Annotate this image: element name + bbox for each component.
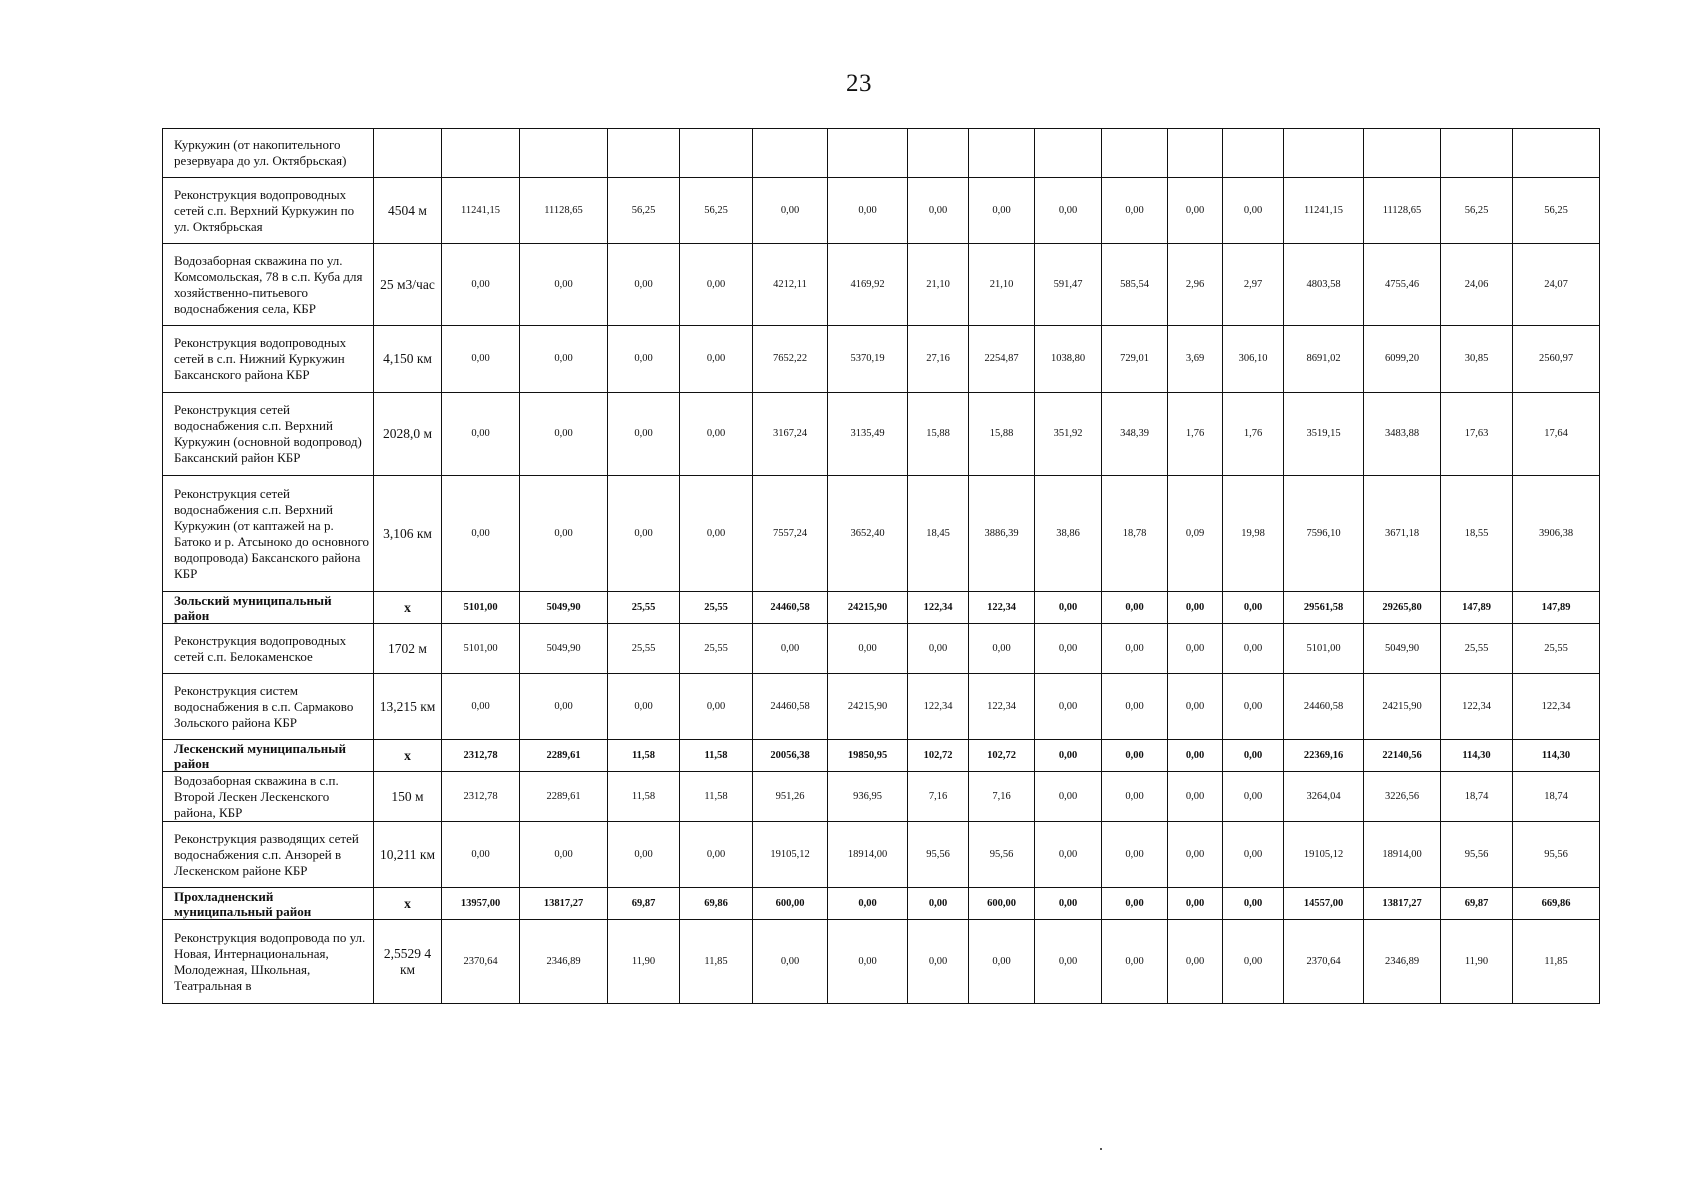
- value-cell: 25,55: [608, 624, 680, 674]
- value-cell: 25,55: [608, 592, 680, 624]
- value-cell: [442, 129, 520, 178]
- value-cell: 24460,58: [753, 592, 828, 624]
- table-row: [163, 674, 1600, 740]
- value-cell: 18,45: [908, 476, 969, 592]
- value-cell: 18,78: [1102, 476, 1168, 592]
- value-cell: 95,56: [908, 822, 969, 888]
- value-cell: 0,00: [520, 476, 608, 592]
- object-name-cell: Реконструкция водопроводных сетей с.п. Верхний Куркужин по ул. Октябрьская: [163, 178, 374, 244]
- value-cell: 3226,56: [1364, 772, 1441, 822]
- value-cell: 0,00: [680, 822, 753, 888]
- value-cell: 19105,12: [1284, 822, 1364, 888]
- table-row: [163, 592, 1600, 624]
- value-cell: 22369,16: [1284, 740, 1364, 772]
- value-cell: 351,92: [1035, 393, 1102, 476]
- value-cell: 25,55: [1441, 624, 1513, 674]
- value-cell: 0,00: [753, 178, 828, 244]
- value-cell: 2560,97: [1513, 326, 1600, 393]
- value-cell: 0,00: [1102, 888, 1168, 920]
- value-cell: 0,00: [442, 674, 520, 740]
- value-cell: 15,88: [908, 393, 969, 476]
- value-cell: [1513, 129, 1600, 178]
- value-cell: 0,00: [442, 822, 520, 888]
- value-cell: 0,00: [969, 624, 1035, 674]
- value-cell: 102,72: [969, 740, 1035, 772]
- object-name-cell: Водозаборная скважина в с.п. Второй Лескен Лескенского района, КБР: [163, 772, 374, 822]
- value-cell: 17,63: [1441, 393, 1513, 476]
- value-cell: 0,00: [1102, 178, 1168, 244]
- value-cell: 5370,19: [828, 326, 908, 393]
- value-cell: [520, 129, 608, 178]
- value-cell: 122,34: [1441, 674, 1513, 740]
- value-cell: 2,97: [1223, 244, 1284, 326]
- value-cell: 0,00: [1102, 674, 1168, 740]
- value-cell: 0,00: [828, 624, 908, 674]
- value-cell: 4755,46: [1364, 244, 1441, 326]
- table-row: [163, 740, 1600, 772]
- value-cell: 11241,15: [1284, 178, 1364, 244]
- value-cell: 0,00: [828, 178, 908, 244]
- value-cell: 0,00: [608, 674, 680, 740]
- capacity-cell: х: [374, 888, 442, 920]
- value-cell: 951,26: [753, 772, 828, 822]
- value-cell: 3652,40: [828, 476, 908, 592]
- value-cell: 0,00: [608, 393, 680, 476]
- value-cell: 3135,49: [828, 393, 908, 476]
- value-cell: 0,00: [828, 920, 908, 1004]
- table-row: [163, 178, 1600, 244]
- value-cell: 25,55: [1513, 624, 1600, 674]
- value-cell: 0,00: [1223, 920, 1284, 1004]
- value-cell: 936,95: [828, 772, 908, 822]
- value-cell: 4212,11: [753, 244, 828, 326]
- value-cell: 306,10: [1223, 326, 1284, 393]
- value-cell: 0,00: [1223, 888, 1284, 920]
- value-cell: 19105,12: [753, 822, 828, 888]
- value-cell: 0,00: [1223, 822, 1284, 888]
- value-cell: 30,85: [1441, 326, 1513, 393]
- value-cell: 4803,58: [1284, 244, 1364, 326]
- value-cell: 0,00: [1168, 772, 1223, 822]
- value-cell: 24215,90: [828, 674, 908, 740]
- value-cell: [680, 129, 753, 178]
- value-cell: 56,25: [680, 178, 753, 244]
- value-cell: 3671,18: [1364, 476, 1441, 592]
- value-cell: 0,00: [1168, 822, 1223, 888]
- value-cell: 0,00: [1223, 178, 1284, 244]
- value-cell: 24215,90: [828, 592, 908, 624]
- object-name-cell: Прохладненский муниципальный район: [163, 888, 374, 920]
- value-cell: 11,90: [1441, 920, 1513, 1004]
- value-cell: 2289,61: [520, 772, 608, 822]
- value-cell: 0,00: [1102, 624, 1168, 674]
- object-name-cell: Водозаборная скважина по ул. Комсомольская, 78 в с.п. Куба для хозяйственно-питьевого водоснабжения села, КБР: [163, 244, 374, 326]
- capacity-cell: 13,215 км: [374, 674, 442, 740]
- value-cell: 3906,38: [1513, 476, 1600, 592]
- value-cell: 69,87: [608, 888, 680, 920]
- value-cell: 18914,00: [828, 822, 908, 888]
- value-cell: 22140,56: [1364, 740, 1441, 772]
- value-cell: 0,00: [1035, 592, 1102, 624]
- value-cell: 24,06: [1441, 244, 1513, 326]
- value-cell: 0,00: [608, 822, 680, 888]
- value-cell: 69,86: [680, 888, 753, 920]
- value-cell: 0,00: [520, 244, 608, 326]
- value-cell: [1223, 129, 1284, 178]
- capacity-cell: 2,5529 4 км: [374, 920, 442, 1004]
- object-name-cell: Зольский муниципальный район: [163, 592, 374, 624]
- value-cell: 3483,88: [1364, 393, 1441, 476]
- value-cell: 3264,04: [1284, 772, 1364, 822]
- value-cell: 6099,20: [1364, 326, 1441, 393]
- value-cell: 0,00: [1102, 592, 1168, 624]
- value-cell: 3886,39: [969, 476, 1035, 592]
- value-cell: 0,00: [1102, 772, 1168, 822]
- value-cell: 2346,89: [1364, 920, 1441, 1004]
- value-cell: 0,00: [1035, 178, 1102, 244]
- value-cell: 0,00: [1168, 888, 1223, 920]
- value-cell: 19850,95: [828, 740, 908, 772]
- value-cell: 669,86: [1513, 888, 1600, 920]
- table-row: [163, 772, 1600, 822]
- value-cell: 5101,00: [1284, 624, 1364, 674]
- value-cell: 0,00: [442, 244, 520, 326]
- table-row: [163, 129, 1600, 178]
- value-cell: 0,00: [753, 920, 828, 1004]
- value-cell: [828, 129, 908, 178]
- value-cell: [969, 129, 1035, 178]
- value-cell: 0,00: [1035, 888, 1102, 920]
- value-cell: 2370,64: [442, 920, 520, 1004]
- value-cell: 0,00: [1102, 740, 1168, 772]
- value-cell: 7652,22: [753, 326, 828, 393]
- capacity-cell: 4504 м: [374, 178, 442, 244]
- value-cell: 0,00: [969, 178, 1035, 244]
- value-cell: [608, 129, 680, 178]
- value-cell: 11241,15: [442, 178, 520, 244]
- value-cell: 11,58: [680, 772, 753, 822]
- object-name-cell: Реконструкция сетей водоснабжения с.п. Верхний Куркужин (от каптажей на р. Батоко и р. Атсыноко до основного водопровода) Баксанского района КБР: [163, 476, 374, 592]
- value-cell: 0,00: [1102, 920, 1168, 1004]
- value-cell: 591,47: [1035, 244, 1102, 326]
- value-cell: 24460,58: [1284, 674, 1364, 740]
- value-cell: 18,55: [1441, 476, 1513, 592]
- value-cell: 122,34: [908, 674, 969, 740]
- value-cell: 18,74: [1513, 772, 1600, 822]
- value-cell: 2346,89: [520, 920, 608, 1004]
- value-cell: 27,16: [908, 326, 969, 393]
- value-cell: 17,64: [1513, 393, 1600, 476]
- value-cell: [1035, 129, 1102, 178]
- value-cell: 0,00: [1035, 772, 1102, 822]
- value-cell: 0,00: [1223, 674, 1284, 740]
- object-name-cell: Лескенский муниципальный район: [163, 740, 374, 772]
- value-cell: 122,34: [969, 592, 1035, 624]
- value-cell: 11128,65: [1364, 178, 1441, 244]
- value-cell: 1,76: [1168, 393, 1223, 476]
- value-cell: 21,10: [908, 244, 969, 326]
- value-cell: 3519,15: [1284, 393, 1364, 476]
- value-cell: 0,00: [1223, 772, 1284, 822]
- value-cell: 0,00: [1035, 822, 1102, 888]
- value-cell: [1284, 129, 1364, 178]
- capacity-cell: 10,211 км: [374, 822, 442, 888]
- value-cell: 25,55: [680, 624, 753, 674]
- value-cell: 0,00: [1223, 740, 1284, 772]
- table-row: [163, 476, 1600, 592]
- value-cell: 11,58: [680, 740, 753, 772]
- value-cell: 600,00: [753, 888, 828, 920]
- value-cell: 24,07: [1513, 244, 1600, 326]
- capacity-cell: х: [374, 740, 442, 772]
- value-cell: 7557,24: [753, 476, 828, 592]
- value-cell: 11,85: [680, 920, 753, 1004]
- value-cell: 0,00: [753, 624, 828, 674]
- object-name-cell: Реконструкция разводящих сетей водоснабжения с.п. Анзорей в Лескенском районе КБР: [163, 822, 374, 888]
- value-cell: 2254,87: [969, 326, 1035, 393]
- value-cell: 0,00: [1223, 624, 1284, 674]
- value-cell: 11,58: [608, 772, 680, 822]
- value-cell: [1168, 129, 1223, 178]
- value-cell: 56,25: [608, 178, 680, 244]
- value-cell: 114,30: [1441, 740, 1513, 772]
- value-cell: 95,56: [969, 822, 1035, 888]
- value-cell: 20056,38: [753, 740, 828, 772]
- value-cell: 11,85: [1513, 920, 1600, 1004]
- value-cell: 600,00: [969, 888, 1035, 920]
- value-cell: 0,00: [1168, 920, 1223, 1004]
- value-cell: 95,56: [1441, 822, 1513, 888]
- value-cell: 1038,80: [1035, 326, 1102, 393]
- value-cell: [1364, 129, 1441, 178]
- value-cell: 0,00: [1035, 674, 1102, 740]
- value-cell: 25,55: [680, 592, 753, 624]
- value-cell: 4169,92: [828, 244, 908, 326]
- value-cell: 114,30: [1513, 740, 1600, 772]
- capacity-cell: 150 м: [374, 772, 442, 822]
- value-cell: 13817,27: [1364, 888, 1441, 920]
- value-cell: 2312,78: [442, 772, 520, 822]
- value-cell: [1102, 129, 1168, 178]
- value-cell: 0,00: [520, 393, 608, 476]
- value-cell: 729,01: [1102, 326, 1168, 393]
- value-cell: 69,87: [1441, 888, 1513, 920]
- value-cell: [908, 129, 969, 178]
- value-cell: 0,00: [908, 920, 969, 1004]
- value-cell: 0,00: [1168, 178, 1223, 244]
- value-cell: 7596,10: [1284, 476, 1364, 592]
- value-cell: 11,58: [608, 740, 680, 772]
- value-cell: 3167,24: [753, 393, 828, 476]
- value-cell: 2289,61: [520, 740, 608, 772]
- value-cell: 13817,27: [520, 888, 608, 920]
- object-name-cell: Реконструкция сетей водоснабжения с.п. Верхний Куркужин (основной водопровод) Баксанский район КБР: [163, 393, 374, 476]
- value-cell: 19,98: [1223, 476, 1284, 592]
- capacity-cell: 1702 м: [374, 624, 442, 674]
- value-cell: 0,00: [1168, 624, 1223, 674]
- value-cell: 0,00: [520, 326, 608, 393]
- value-cell: 24215,90: [1364, 674, 1441, 740]
- value-cell: 0,00: [608, 476, 680, 592]
- value-cell: 0,00: [1035, 740, 1102, 772]
- value-cell: 38,86: [1035, 476, 1102, 592]
- capacity-cell: 25 м3/час: [374, 244, 442, 326]
- value-cell: 102,72: [908, 740, 969, 772]
- value-cell: 0,00: [442, 393, 520, 476]
- value-cell: 0,00: [828, 888, 908, 920]
- capacity-cell: 3,106 км: [374, 476, 442, 592]
- value-cell: 0,00: [1102, 822, 1168, 888]
- table-row: [163, 822, 1600, 888]
- value-cell: 0,00: [680, 393, 753, 476]
- capacity-cell: х: [374, 592, 442, 624]
- value-cell: 0,00: [1223, 592, 1284, 624]
- capacity-cell: [374, 129, 442, 178]
- value-cell: 0,00: [1168, 592, 1223, 624]
- value-cell: 147,89: [1441, 592, 1513, 624]
- table-row: [163, 888, 1600, 920]
- value-cell: 29561,58: [1284, 592, 1364, 624]
- value-cell: 0,00: [680, 244, 753, 326]
- value-cell: 5049,90: [1364, 624, 1441, 674]
- value-cell: 0,00: [680, 326, 753, 393]
- value-cell: 147,89: [1513, 592, 1600, 624]
- value-cell: 0,00: [442, 476, 520, 592]
- capacity-cell: 2028,0 м: [374, 393, 442, 476]
- value-cell: 5101,00: [442, 592, 520, 624]
- value-cell: 585,54: [1102, 244, 1168, 326]
- value-cell: 13957,00: [442, 888, 520, 920]
- page-number: 23: [846, 70, 872, 97]
- value-cell: 56,25: [1441, 178, 1513, 244]
- object-name-cell: Реконструкция водопроводных сетей в с.п. Нижний Куркужин Баксанского района КБР: [163, 326, 374, 393]
- value-cell: 15,88: [969, 393, 1035, 476]
- value-cell: [1441, 129, 1513, 178]
- capacity-cell: 4,150 км: [374, 326, 442, 393]
- scan-speck: [1100, 1148, 1102, 1150]
- object-name-cell: Реконструкция водопровода по ул. Новая, Интернациональная, Молодежная, Школьная, Театральная в: [163, 920, 374, 1004]
- value-cell: [753, 129, 828, 178]
- object-name-cell: Реконструкция систем водоснабжения в с.п. Сармаково Зольского района КБР: [163, 674, 374, 740]
- value-cell: 95,56: [1513, 822, 1600, 888]
- value-cell: 3,69: [1168, 326, 1223, 393]
- value-cell: 0,00: [520, 822, 608, 888]
- object-name-cell: Реконструкция водопроводных сетей с.п. Белокаменское: [163, 624, 374, 674]
- value-cell: 348,39: [1102, 393, 1168, 476]
- table-row: [163, 920, 1600, 1004]
- value-cell: 7,16: [908, 772, 969, 822]
- value-cell: 0,00: [680, 674, 753, 740]
- value-cell: 0,00: [1035, 920, 1102, 1004]
- value-cell: 0,00: [1168, 740, 1223, 772]
- value-cell: 0,00: [969, 920, 1035, 1004]
- investment-table: [162, 128, 1600, 1004]
- value-cell: 11,90: [608, 920, 680, 1004]
- value-cell: 21,10: [969, 244, 1035, 326]
- value-cell: 0,00: [908, 624, 969, 674]
- value-cell: 0,00: [608, 326, 680, 393]
- value-cell: 0,00: [1168, 674, 1223, 740]
- value-cell: 1,76: [1223, 393, 1284, 476]
- value-cell: 2,96: [1168, 244, 1223, 326]
- value-cell: 5049,90: [520, 592, 608, 624]
- table-row: [163, 393, 1600, 476]
- value-cell: 24460,58: [753, 674, 828, 740]
- value-cell: 0,00: [1035, 624, 1102, 674]
- value-cell: 0,00: [520, 674, 608, 740]
- value-cell: 11128,65: [520, 178, 608, 244]
- object-name-cell: Куркужин (от накопительного резервуара до ул. Октябрьская): [163, 129, 374, 178]
- value-cell: 0,00: [442, 326, 520, 393]
- value-cell: 5101,00: [442, 624, 520, 674]
- value-cell: 14557,00: [1284, 888, 1364, 920]
- value-cell: 0,09: [1168, 476, 1223, 592]
- table-row: [163, 326, 1600, 393]
- value-cell: 5049,90: [520, 624, 608, 674]
- value-cell: 122,34: [969, 674, 1035, 740]
- value-cell: 2370,64: [1284, 920, 1364, 1004]
- value-cell: 2312,78: [442, 740, 520, 772]
- value-cell: 0,00: [680, 476, 753, 592]
- table-row: [163, 244, 1600, 326]
- value-cell: 122,34: [1513, 674, 1600, 740]
- table-row: [163, 624, 1600, 674]
- value-cell: 7,16: [969, 772, 1035, 822]
- table-body: [163, 129, 1600, 1004]
- value-cell: 0,00: [908, 888, 969, 920]
- value-cell: 8691,02: [1284, 326, 1364, 393]
- value-cell: 56,25: [1513, 178, 1600, 244]
- value-cell: 29265,80: [1364, 592, 1441, 624]
- value-cell: 18,74: [1441, 772, 1513, 822]
- value-cell: 0,00: [608, 244, 680, 326]
- value-cell: 18914,00: [1364, 822, 1441, 888]
- value-cell: 122,34: [908, 592, 969, 624]
- value-cell: 0,00: [908, 178, 969, 244]
